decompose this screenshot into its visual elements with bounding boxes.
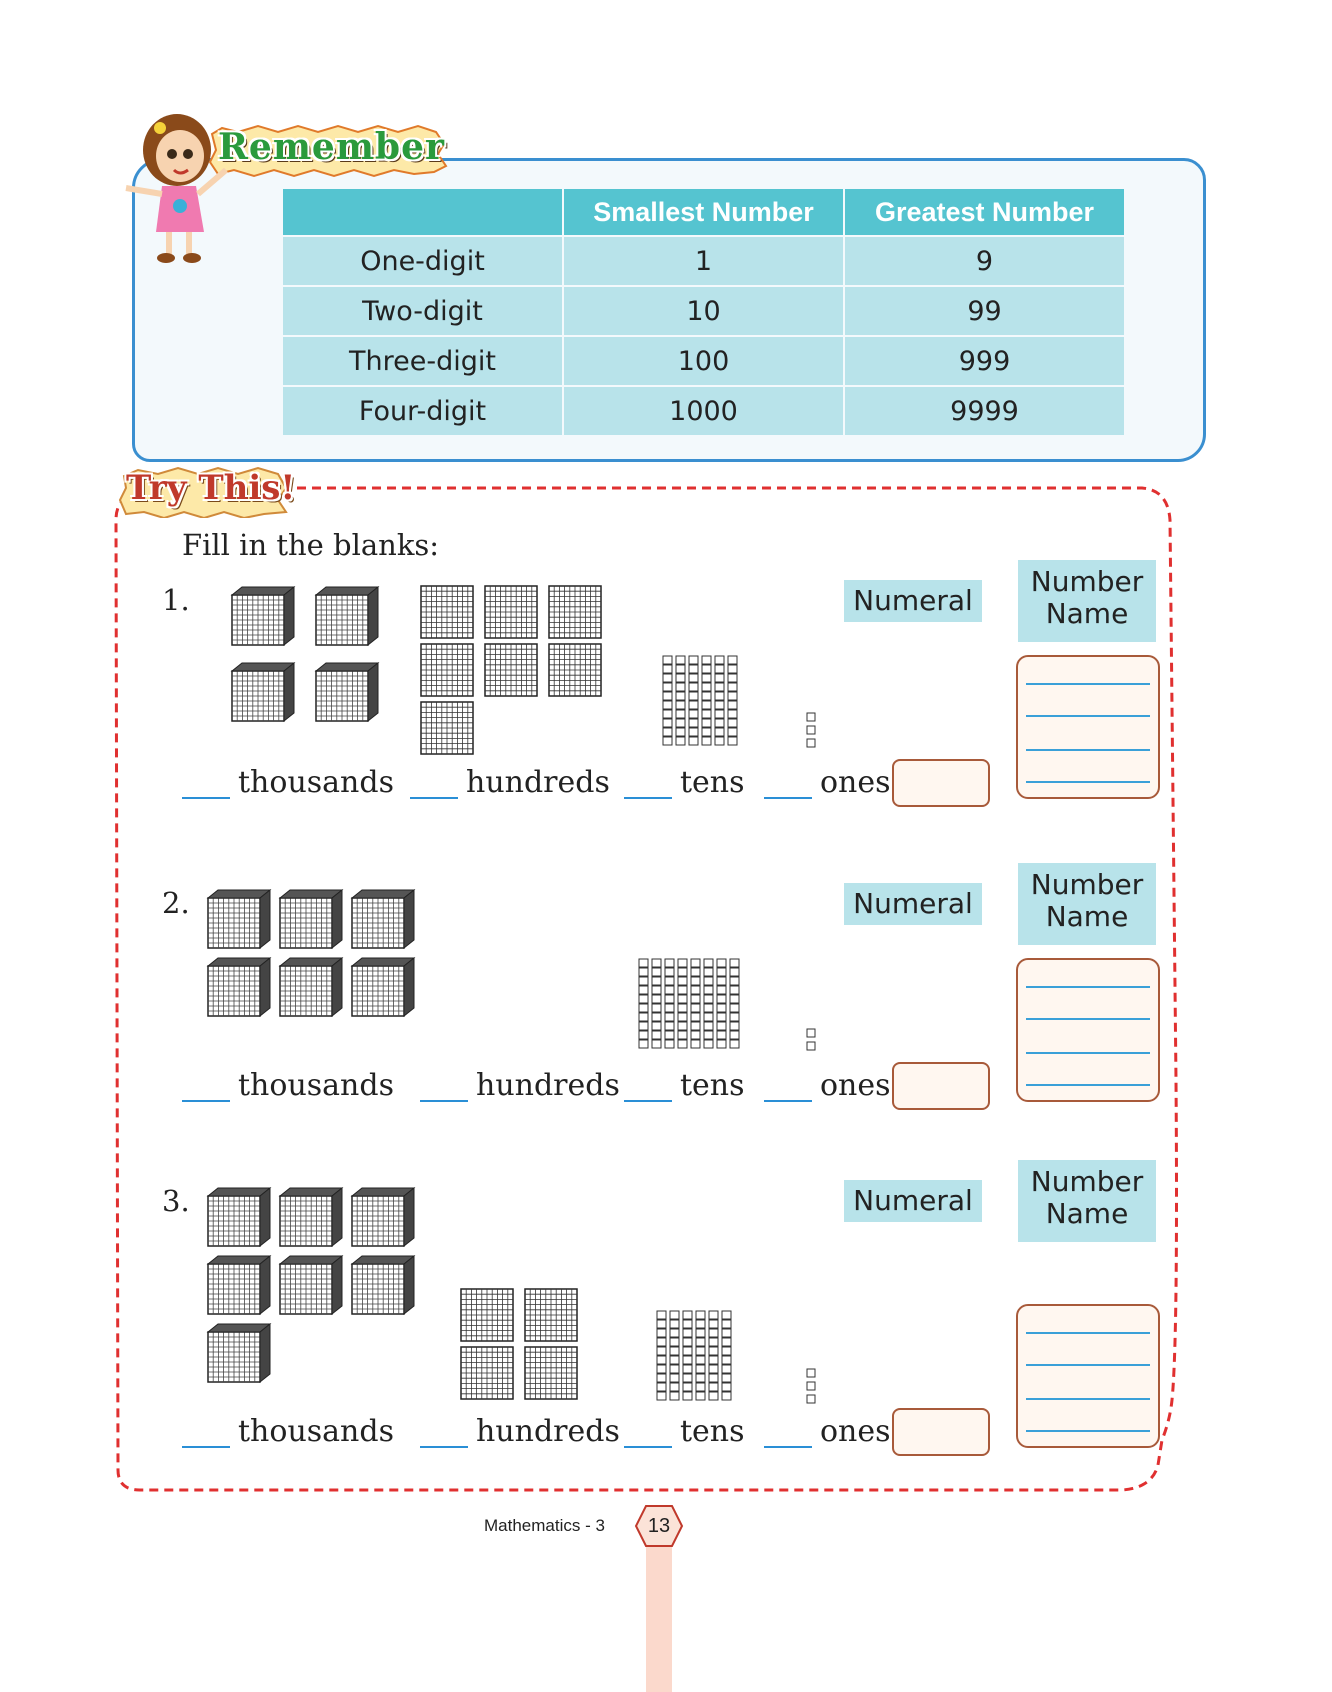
answer-line [1026, 715, 1150, 717]
thousand-cube [350, 1186, 416, 1248]
table-header-empty [283, 189, 562, 235]
hundred-flat [484, 585, 538, 639]
ten-rod [675, 655, 686, 747]
instruction: Fill in the blanks: [182, 528, 440, 562]
ten-rod [688, 655, 699, 747]
thousand-cube [350, 1254, 416, 1316]
ten-rod [701, 655, 712, 747]
table-cell: 9999 [845, 387, 1124, 435]
numeral-tag: Numeral [844, 883, 982, 925]
thousand-cube [314, 585, 380, 647]
ten-rod [677, 958, 688, 1050]
ten-rod [651, 958, 662, 1050]
digits-reference-table [281, 187, 1126, 437]
girl-illustration [122, 110, 232, 270]
tens-blank[interactable] [624, 1420, 672, 1448]
thousands-blank[interactable] [182, 1074, 230, 1102]
table-cell: One-digit [283, 237, 562, 285]
number-name-label-1: Number [1030, 565, 1144, 598]
table-cell: 99 [845, 287, 1124, 335]
table-cell: 1 [564, 237, 843, 285]
thousand-cube [206, 956, 272, 1018]
tens-blank[interactable] [624, 1074, 672, 1102]
thousand-cube [230, 661, 296, 723]
ones-label: ones [820, 1068, 891, 1103]
thousand-cube [314, 661, 380, 723]
remember-title: Remember [218, 126, 445, 168]
thousand-cube [206, 888, 272, 950]
table-cell: 100 [564, 337, 843, 385]
thousands-blank[interactable] [182, 1420, 230, 1448]
table-row [283, 287, 1124, 335]
answer-line [1026, 781, 1150, 783]
table-cell: 10 [564, 287, 843, 335]
thousands-label: thousands [238, 1068, 394, 1103]
ones-blank[interactable] [764, 1074, 812, 1102]
ten-rod [708, 1310, 719, 1402]
tens-label: tens [680, 1414, 745, 1449]
table-cell: Three-digit [283, 337, 562, 385]
hundreds-label: hundreds [466, 765, 610, 800]
ones-blank[interactable] [764, 771, 812, 799]
numeral-answer-box[interactable] [892, 759, 990, 807]
hundred-flat [524, 1346, 578, 1400]
thousand-cube [278, 1186, 344, 1248]
one-unit [806, 1028, 816, 1038]
number-name-label-2: Name [1045, 597, 1129, 630]
hundred-flat [420, 585, 474, 639]
table-cell: Two-digit [283, 287, 562, 335]
answer-line [1026, 749, 1150, 751]
ten-rod [682, 1310, 693, 1402]
number-name-tag [1018, 863, 1156, 945]
one-unit [806, 1381, 816, 1391]
question-number: 3. [162, 1184, 190, 1218]
one-unit [806, 712, 816, 722]
hundreds-label: hundreds [476, 1414, 620, 1449]
table-row [283, 337, 1124, 385]
ones-label: ones [820, 1414, 891, 1449]
numeral-tag: Numeral [844, 1180, 982, 1222]
thousand-cube [278, 888, 344, 950]
table-header-greatest: Greatest Number [845, 189, 1124, 235]
one-unit [806, 1041, 816, 1051]
thousand-cube [350, 888, 416, 950]
answer-line [1026, 986, 1150, 988]
tens-blank[interactable] [624, 771, 672, 799]
ten-rod [729, 958, 740, 1050]
thousands-label: thousands [238, 1414, 394, 1449]
try-this-title: Try This! [126, 468, 296, 508]
answer-line [1026, 1018, 1150, 1020]
thousand-cube [350, 956, 416, 1018]
answer-line [1026, 1398, 1150, 1400]
table-cell: Four-digit [283, 387, 562, 435]
ten-rod [662, 655, 673, 747]
ten-rod [690, 958, 701, 1050]
table-header-smallest: Smallest Number [564, 189, 843, 235]
number-name-label-2: Name [1045, 900, 1129, 933]
number-name-label-2: Name [1045, 1197, 1129, 1230]
answer-line [1026, 1364, 1150, 1366]
ten-rod [721, 1310, 732, 1402]
page-strip [646, 1546, 672, 1692]
numeral-answer-box[interactable] [892, 1408, 990, 1456]
hundred-flat [548, 585, 602, 639]
hundred-flat [420, 701, 474, 755]
hundreds-blank[interactable] [420, 1074, 468, 1102]
numeral-answer-box[interactable] [892, 1062, 990, 1110]
answer-line [1026, 1084, 1150, 1086]
question-number: 2. [162, 886, 190, 920]
thousand-cube [278, 1254, 344, 1316]
ten-rod [695, 1310, 706, 1402]
tens-label: tens [680, 1068, 745, 1103]
number-name-answer-box[interactable] [1016, 958, 1160, 1102]
table-row [283, 387, 1124, 435]
numeral-tag: Numeral [844, 580, 982, 622]
hundred-flat [420, 643, 474, 697]
number-name-tag [1018, 1160, 1156, 1242]
hundreds-blank[interactable] [420, 1420, 468, 1448]
answer-line [1026, 683, 1150, 685]
hundreds-label: hundreds [476, 1068, 620, 1103]
ten-rod [656, 1310, 667, 1402]
ten-rod [638, 958, 649, 1050]
ten-rod [716, 958, 727, 1050]
ten-rod [714, 655, 725, 747]
thousands-blank[interactable] [182, 771, 230, 799]
number-name-label-1: Number [1030, 868, 1144, 901]
ten-rod [664, 958, 675, 1050]
thousand-cube [278, 956, 344, 1018]
number-name-tag [1018, 560, 1156, 642]
thousands-label: thousands [238, 765, 394, 800]
number-name-label-1: Number [1030, 1165, 1144, 1198]
ten-rod [703, 958, 714, 1050]
ten-rod [727, 655, 738, 747]
table-cell: 999 [845, 337, 1124, 385]
hundred-flat [460, 1288, 514, 1342]
one-unit [806, 738, 816, 748]
hundred-flat [548, 643, 602, 697]
hundred-flat [460, 1346, 514, 1400]
ones-blank[interactable] [764, 1420, 812, 1448]
hundreds-blank[interactable] [410, 771, 458, 799]
table-cell: 1000 [564, 387, 843, 435]
answer-line [1026, 1052, 1150, 1054]
page-number: 13 [647, 1515, 671, 1537]
answer-line [1026, 1430, 1150, 1432]
one-unit [806, 1394, 816, 1404]
thousand-cube [230, 585, 296, 647]
hundred-flat [484, 643, 538, 697]
one-unit [806, 1368, 816, 1378]
hundred-flat [524, 1288, 578, 1342]
thousand-cube [206, 1254, 272, 1316]
answer-line [1026, 1332, 1150, 1334]
question-number: 1. [162, 583, 190, 617]
table-row [283, 237, 1124, 285]
footer-subject: Mathematics - 3 [484, 1516, 605, 1535]
ones-label: ones [820, 765, 891, 800]
one-unit [806, 725, 816, 735]
ten-rod [669, 1310, 680, 1402]
tens-label: tens [680, 765, 745, 800]
number-name-answer-box[interactable] [1016, 1304, 1160, 1448]
thousand-cube [206, 1322, 272, 1384]
number-name-answer-box[interactable] [1016, 655, 1160, 799]
thousand-cube [206, 1186, 272, 1248]
table-cell: 9 [845, 237, 1124, 285]
